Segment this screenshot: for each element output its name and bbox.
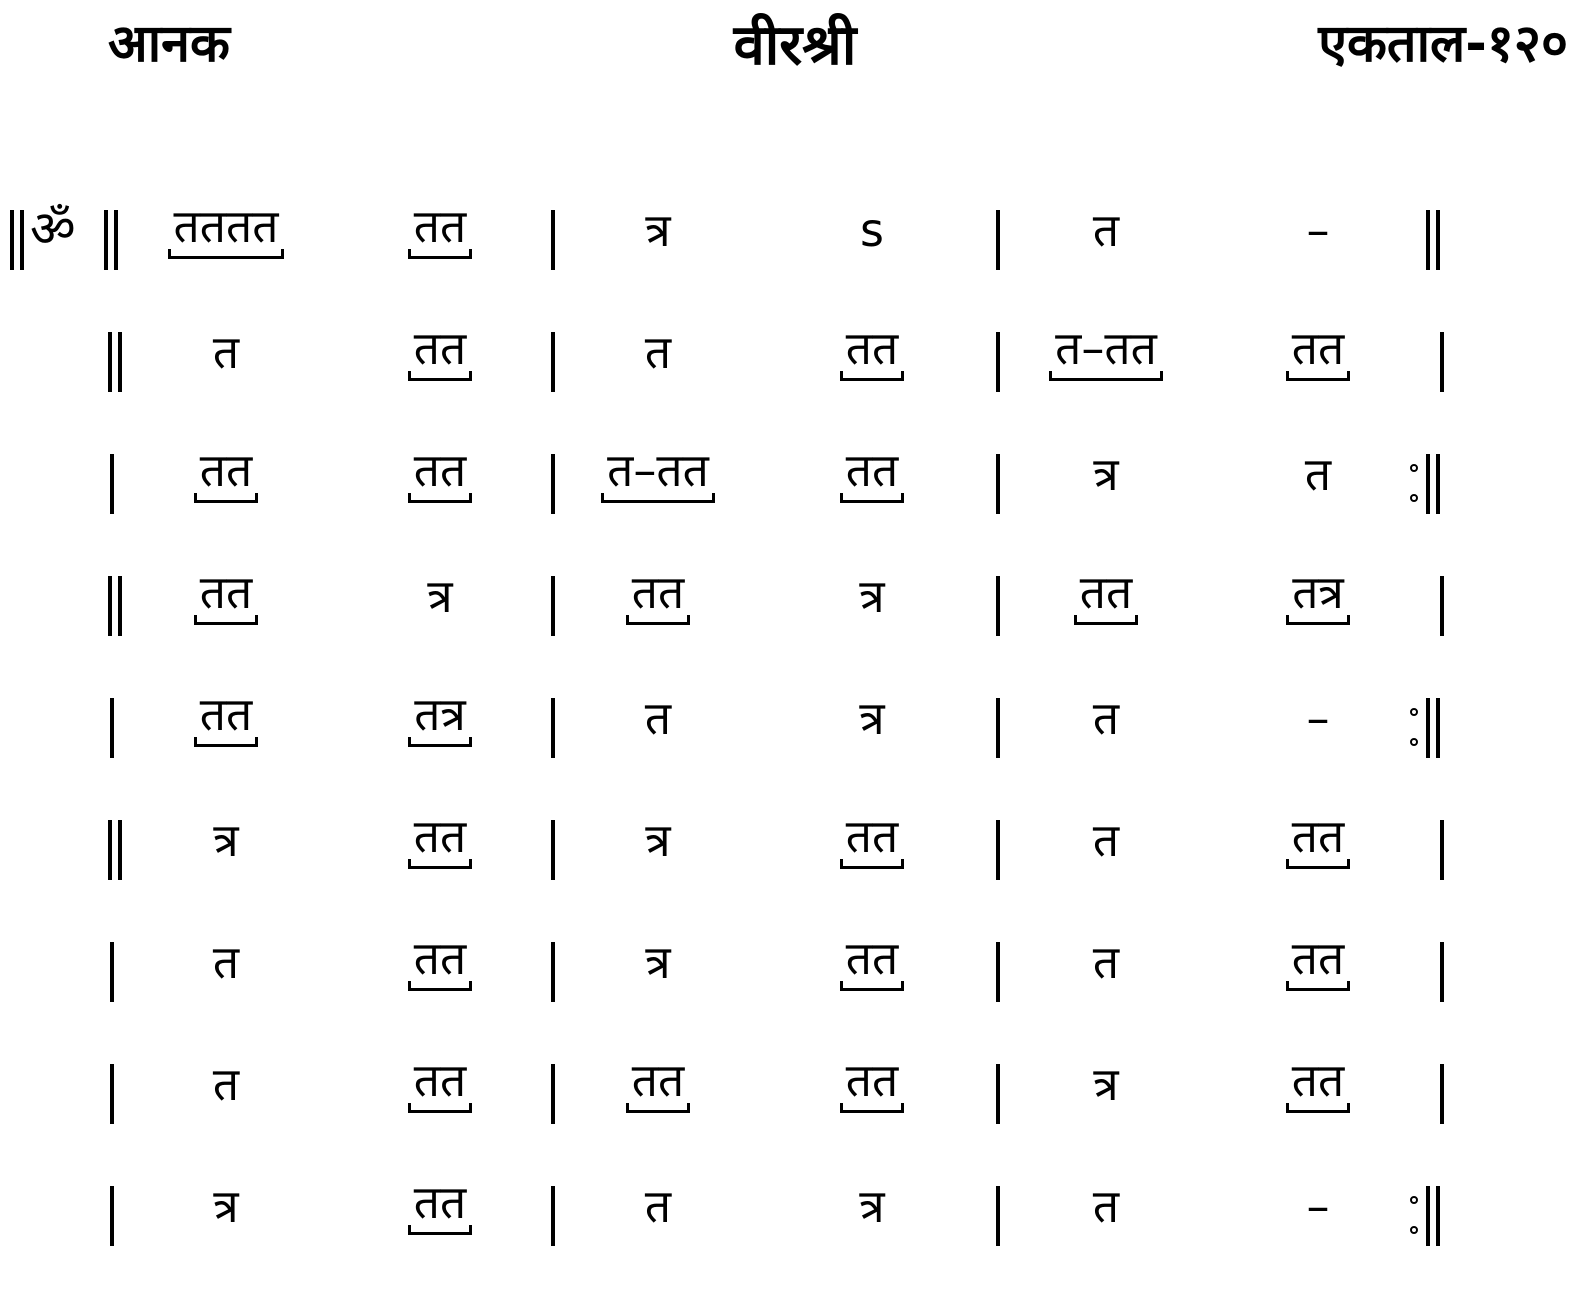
beat-cell	[583, 810, 733, 890]
beat-cell	[797, 322, 947, 402]
barline	[551, 698, 555, 758]
stroke: त्र	[213, 1179, 239, 1233]
grouped-stroke: तत	[408, 444, 472, 503]
beat-cell	[583, 1054, 733, 1134]
grouped-stroke: त–तत	[601, 444, 715, 503]
stroke: त्र	[645, 935, 671, 989]
double-barline	[108, 820, 122, 880]
stroke: त	[212, 1057, 240, 1111]
double-barline	[1426, 454, 1440, 514]
beat-cell	[1243, 1054, 1393, 1134]
stroke: त्र	[213, 813, 239, 867]
beat-cell	[558, 444, 758, 524]
beat-cell	[797, 1176, 947, 1256]
beat-cell	[583, 200, 733, 280]
barline	[551, 210, 555, 270]
stroke: त्र	[1093, 1057, 1119, 1111]
beat-cell	[1031, 1054, 1181, 1134]
stroke: त	[644, 1179, 672, 1233]
beat-cell	[365, 566, 515, 646]
beat-cell	[797, 810, 947, 890]
beat-cell	[1243, 444, 1393, 524]
beat-cell	[1243, 810, 1393, 890]
grouped-stroke: तत	[408, 1176, 472, 1235]
beat-cell	[1031, 688, 1181, 768]
notation-row	[0, 322, 1590, 402]
om-symbol: ॐ	[30, 200, 76, 258]
beat-cell	[1031, 810, 1181, 890]
beat-cell	[151, 932, 301, 1012]
beat-cell	[1031, 566, 1181, 646]
grouped-stroke: तत	[840, 810, 904, 869]
beat-cell	[365, 200, 515, 280]
notation-row	[0, 688, 1590, 768]
barline	[996, 576, 1000, 636]
stroke: –	[1306, 203, 1330, 257]
barline	[551, 454, 555, 514]
grouped-stroke: तत	[194, 566, 258, 625]
stroke: त	[644, 691, 672, 745]
beat-cell	[797, 566, 947, 646]
beat-cell	[151, 1054, 301, 1134]
repeat-dots	[1410, 706, 1422, 750]
notation-row	[0, 444, 1590, 524]
stroke: s	[860, 203, 884, 257]
barline	[1440, 576, 1444, 636]
repeat-dots	[1410, 1194, 1422, 1238]
beat-cell	[1243, 200, 1393, 280]
double-barline	[1426, 210, 1440, 270]
grouped-stroke: तत	[408, 200, 472, 259]
double-barline	[104, 210, 118, 270]
grouped-stroke: तत	[408, 932, 472, 991]
stroke: त	[1092, 1179, 1120, 1233]
notation-row	[0, 1176, 1590, 1256]
double-barline	[10, 210, 24, 270]
grouped-stroke: तत	[194, 444, 258, 503]
barline	[996, 1064, 1000, 1124]
beat-cell	[365, 688, 515, 768]
stroke: त	[1092, 691, 1120, 745]
beat-cell	[365, 1054, 515, 1134]
grouped-stroke: तत	[1286, 1054, 1350, 1113]
beat-cell	[365, 932, 515, 1012]
grouped-stroke: तत	[840, 444, 904, 503]
barline	[110, 1064, 114, 1124]
barline	[110, 698, 114, 758]
grouped-stroke: त–तत	[1049, 322, 1163, 381]
stroke: त	[1092, 813, 1120, 867]
grouped-stroke: तत	[1286, 932, 1350, 991]
stroke: त	[1092, 203, 1120, 257]
notation-row	[0, 566, 1590, 646]
beat-cell	[151, 566, 301, 646]
grouped-stroke: तत	[408, 810, 472, 869]
stroke: त्र	[645, 203, 671, 257]
notation-row	[0, 810, 1590, 890]
stroke: त	[1092, 935, 1120, 989]
barline	[1440, 1064, 1444, 1124]
beat-cell	[151, 1176, 301, 1256]
barline	[996, 210, 1000, 270]
beat-cell	[583, 1176, 733, 1256]
barline	[996, 454, 1000, 514]
beat-cell	[797, 444, 947, 524]
beat-cell	[583, 322, 733, 402]
grouped-stroke: तत	[1286, 810, 1350, 869]
beat-cell	[1243, 322, 1393, 402]
beat-cell	[126, 200, 326, 280]
beat-cell	[151, 444, 301, 524]
beat-cell	[365, 322, 515, 402]
stroke: त	[212, 935, 240, 989]
notation-row	[0, 932, 1590, 1012]
stroke: –	[1306, 691, 1330, 745]
stroke: त्र	[427, 569, 453, 623]
stroke: त्र	[645, 813, 671, 867]
beat-cell	[151, 688, 301, 768]
grouped-stroke: तत	[626, 1054, 690, 1113]
barline	[996, 1186, 1000, 1246]
beat-cell	[583, 688, 733, 768]
grouped-stroke: तत	[1286, 322, 1350, 381]
barline	[110, 942, 114, 1002]
double-barline	[108, 576, 122, 636]
stroke: त	[212, 325, 240, 379]
grouped-stroke: तत	[840, 1054, 904, 1113]
beat-cell	[1031, 200, 1181, 280]
notation-row	[0, 1054, 1590, 1134]
grouped-stroke: तत्र	[1286, 566, 1350, 625]
grouped-stroke: तत	[194, 688, 258, 747]
beat-cell	[365, 1176, 515, 1256]
grouped-stroke: तत	[408, 1054, 472, 1113]
beat-cell	[365, 810, 515, 890]
beat-cell	[1031, 932, 1181, 1012]
tala-tempo: एकताल-१२०	[1318, 14, 1568, 74]
notation-row	[0, 200, 1590, 280]
stroke: त	[644, 325, 672, 379]
beat-cell	[797, 688, 947, 768]
barline	[1440, 942, 1444, 1002]
beat-cell	[797, 1054, 947, 1134]
beat-cell	[365, 444, 515, 524]
instrument-name: आनक	[108, 14, 230, 74]
barline	[551, 576, 555, 636]
barline	[1440, 332, 1444, 392]
barline	[551, 820, 555, 880]
double-barline	[108, 332, 122, 392]
grouped-stroke: तत	[626, 566, 690, 625]
beat-cell	[151, 810, 301, 890]
grouped-stroke: तत	[408, 322, 472, 381]
grouped-stroke: तततत	[168, 200, 285, 259]
beat-cell	[1243, 1176, 1393, 1256]
grouped-stroke: तत्र	[408, 688, 472, 747]
barline	[996, 698, 1000, 758]
barline	[551, 942, 555, 1002]
barline	[551, 1064, 555, 1124]
composition-title: वीरश्री	[733, 13, 857, 78]
stroke: त्र	[1093, 447, 1119, 501]
beat-cell	[1243, 932, 1393, 1012]
barline	[110, 1186, 114, 1246]
stroke: त्र	[859, 569, 885, 623]
double-barline	[1426, 1186, 1440, 1246]
barline	[1440, 820, 1444, 880]
grouped-stroke: तत	[1074, 566, 1138, 625]
beat-cell	[1243, 688, 1393, 768]
beat-cell	[1031, 444, 1181, 524]
beat-cell	[1006, 322, 1206, 402]
stroke: –	[1306, 1179, 1330, 1233]
double-barline	[1426, 698, 1440, 758]
repeat-dots	[1410, 462, 1422, 506]
beat-cell	[1243, 566, 1393, 646]
stroke: त	[1304, 447, 1332, 501]
beat-cell	[1031, 1176, 1181, 1256]
beat-cell	[797, 200, 947, 280]
barline	[551, 1186, 555, 1246]
beat-cell	[151, 322, 301, 402]
stroke: त्र	[859, 1179, 885, 1233]
grouped-stroke: तत	[840, 932, 904, 991]
beat-cell	[583, 932, 733, 1012]
beat-cell	[583, 566, 733, 646]
barline	[996, 942, 1000, 1002]
barline	[110, 454, 114, 514]
beat-cell	[797, 932, 947, 1012]
barline	[996, 820, 1000, 880]
stroke: त्र	[859, 691, 885, 745]
barline	[996, 332, 1000, 392]
barline	[551, 332, 555, 392]
grouped-stroke: तत	[840, 322, 904, 381]
